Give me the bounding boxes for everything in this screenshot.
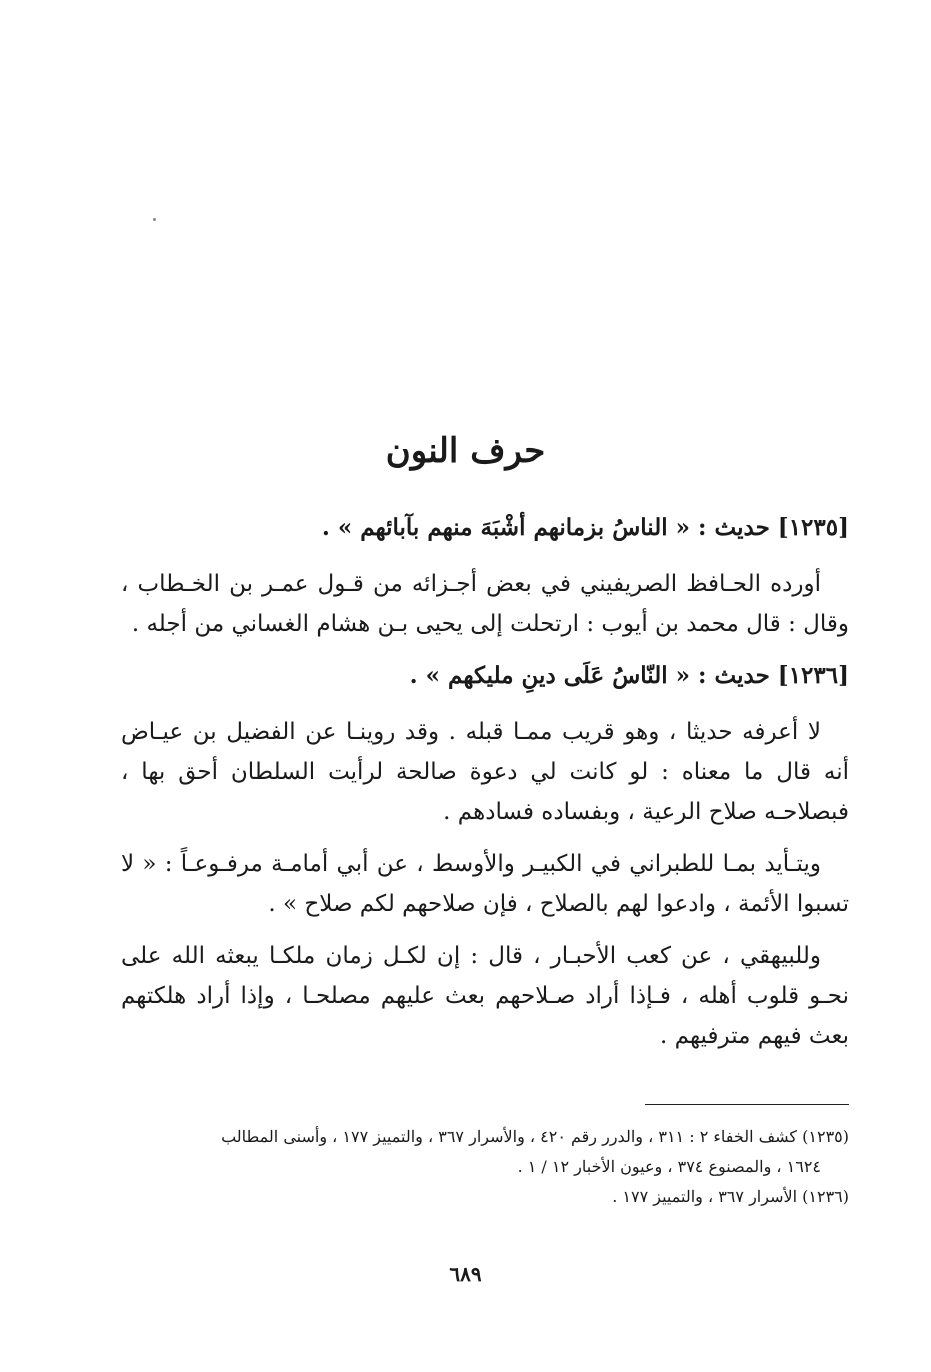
commentary-paragraph: أورده الحـافظ الصريفيني في بعض أجـزائه من قـول عمـر بن الخـطاب ، وقال : قال محمد بن أيوب : ارتحلت إلى يحيى بـن هشام الغساني من أجله .: [121, 571, 849, 637]
commentary-paragraph: وللبيهقي ، عن كعب الأحبـار ، قال : إن لكـل زمان ملكـا يبعثه الله على نحـو قلوب أهله ، فـإذا أراد صـلاحهم بعث عليهم مصلحـا ، وإذا أراد هلكتهم بعث فيهم مترفيهم .: [121, 943, 849, 1049]
hadith-entry-1235: [121, 508, 849, 644]
page-number: ٦٨٩: [449, 1262, 482, 1286]
commentary: [121, 712, 849, 1056]
chapter-title: حرف النون: [385, 430, 546, 471]
main-text: [121, 508, 849, 1068]
commentary: [121, 564, 849, 644]
footnote-separator: [645, 1104, 849, 1105]
footnote-1235-continuation: ١٦٢٤ ، والمصنوع ٣٧٤ ، وعيون الأخبار ١٢ / ١ .: [517, 1157, 821, 1176]
footnotes: [121, 1122, 849, 1212]
hadith-entry-1236: [121, 656, 849, 1056]
hadith-heading: [١٢٣٥] حديث : « الناسُ بزمانهم أشْبَهَ منهم بآبائهم » .: [321, 514, 849, 541]
commentary-paragraph: لا أعرفه حديثا ، وهو قريب ممـا قبله . وقد روينـا عن الفضيل بن عيـاض أنه قال ما معناه : لو كانت لي دعوة صالحة لرأيت السلطان أحق بها ، فبصلاحـه صلاح الرعية ، وبفساده فسادهم .: [121, 719, 849, 825]
scan-speck: [153, 218, 156, 221]
hadith-heading: [١٢٣٦] حديث : « النّاسُ عَلَى دينِ مليكهم » .: [409, 662, 849, 689]
footnote-1235: (١٢٣٥) كشف الخفاء ٢ : ٣١١ ، والدرر رقم ٤٢٠ ، والأسرار ٣٦٧ ، والتمييز ١٧٧ ، وأسنى المطالب: [221, 1127, 849, 1146]
commentary-paragraph: ويتـأيد بمـا للطبراني في الكبيـر والأوسط ، عن أبي أمامـة مرفـوعـاً : « لا تسبوا الأئمة ، وادعوا لهم بالصلاح ، فإن صلاحهم لكم صلاح » .: [121, 851, 849, 917]
footnote-1236: (١٢٣٦) الأسرار ٣٦٧ ، والتمييز ١٧٧ .: [612, 1187, 849, 1206]
